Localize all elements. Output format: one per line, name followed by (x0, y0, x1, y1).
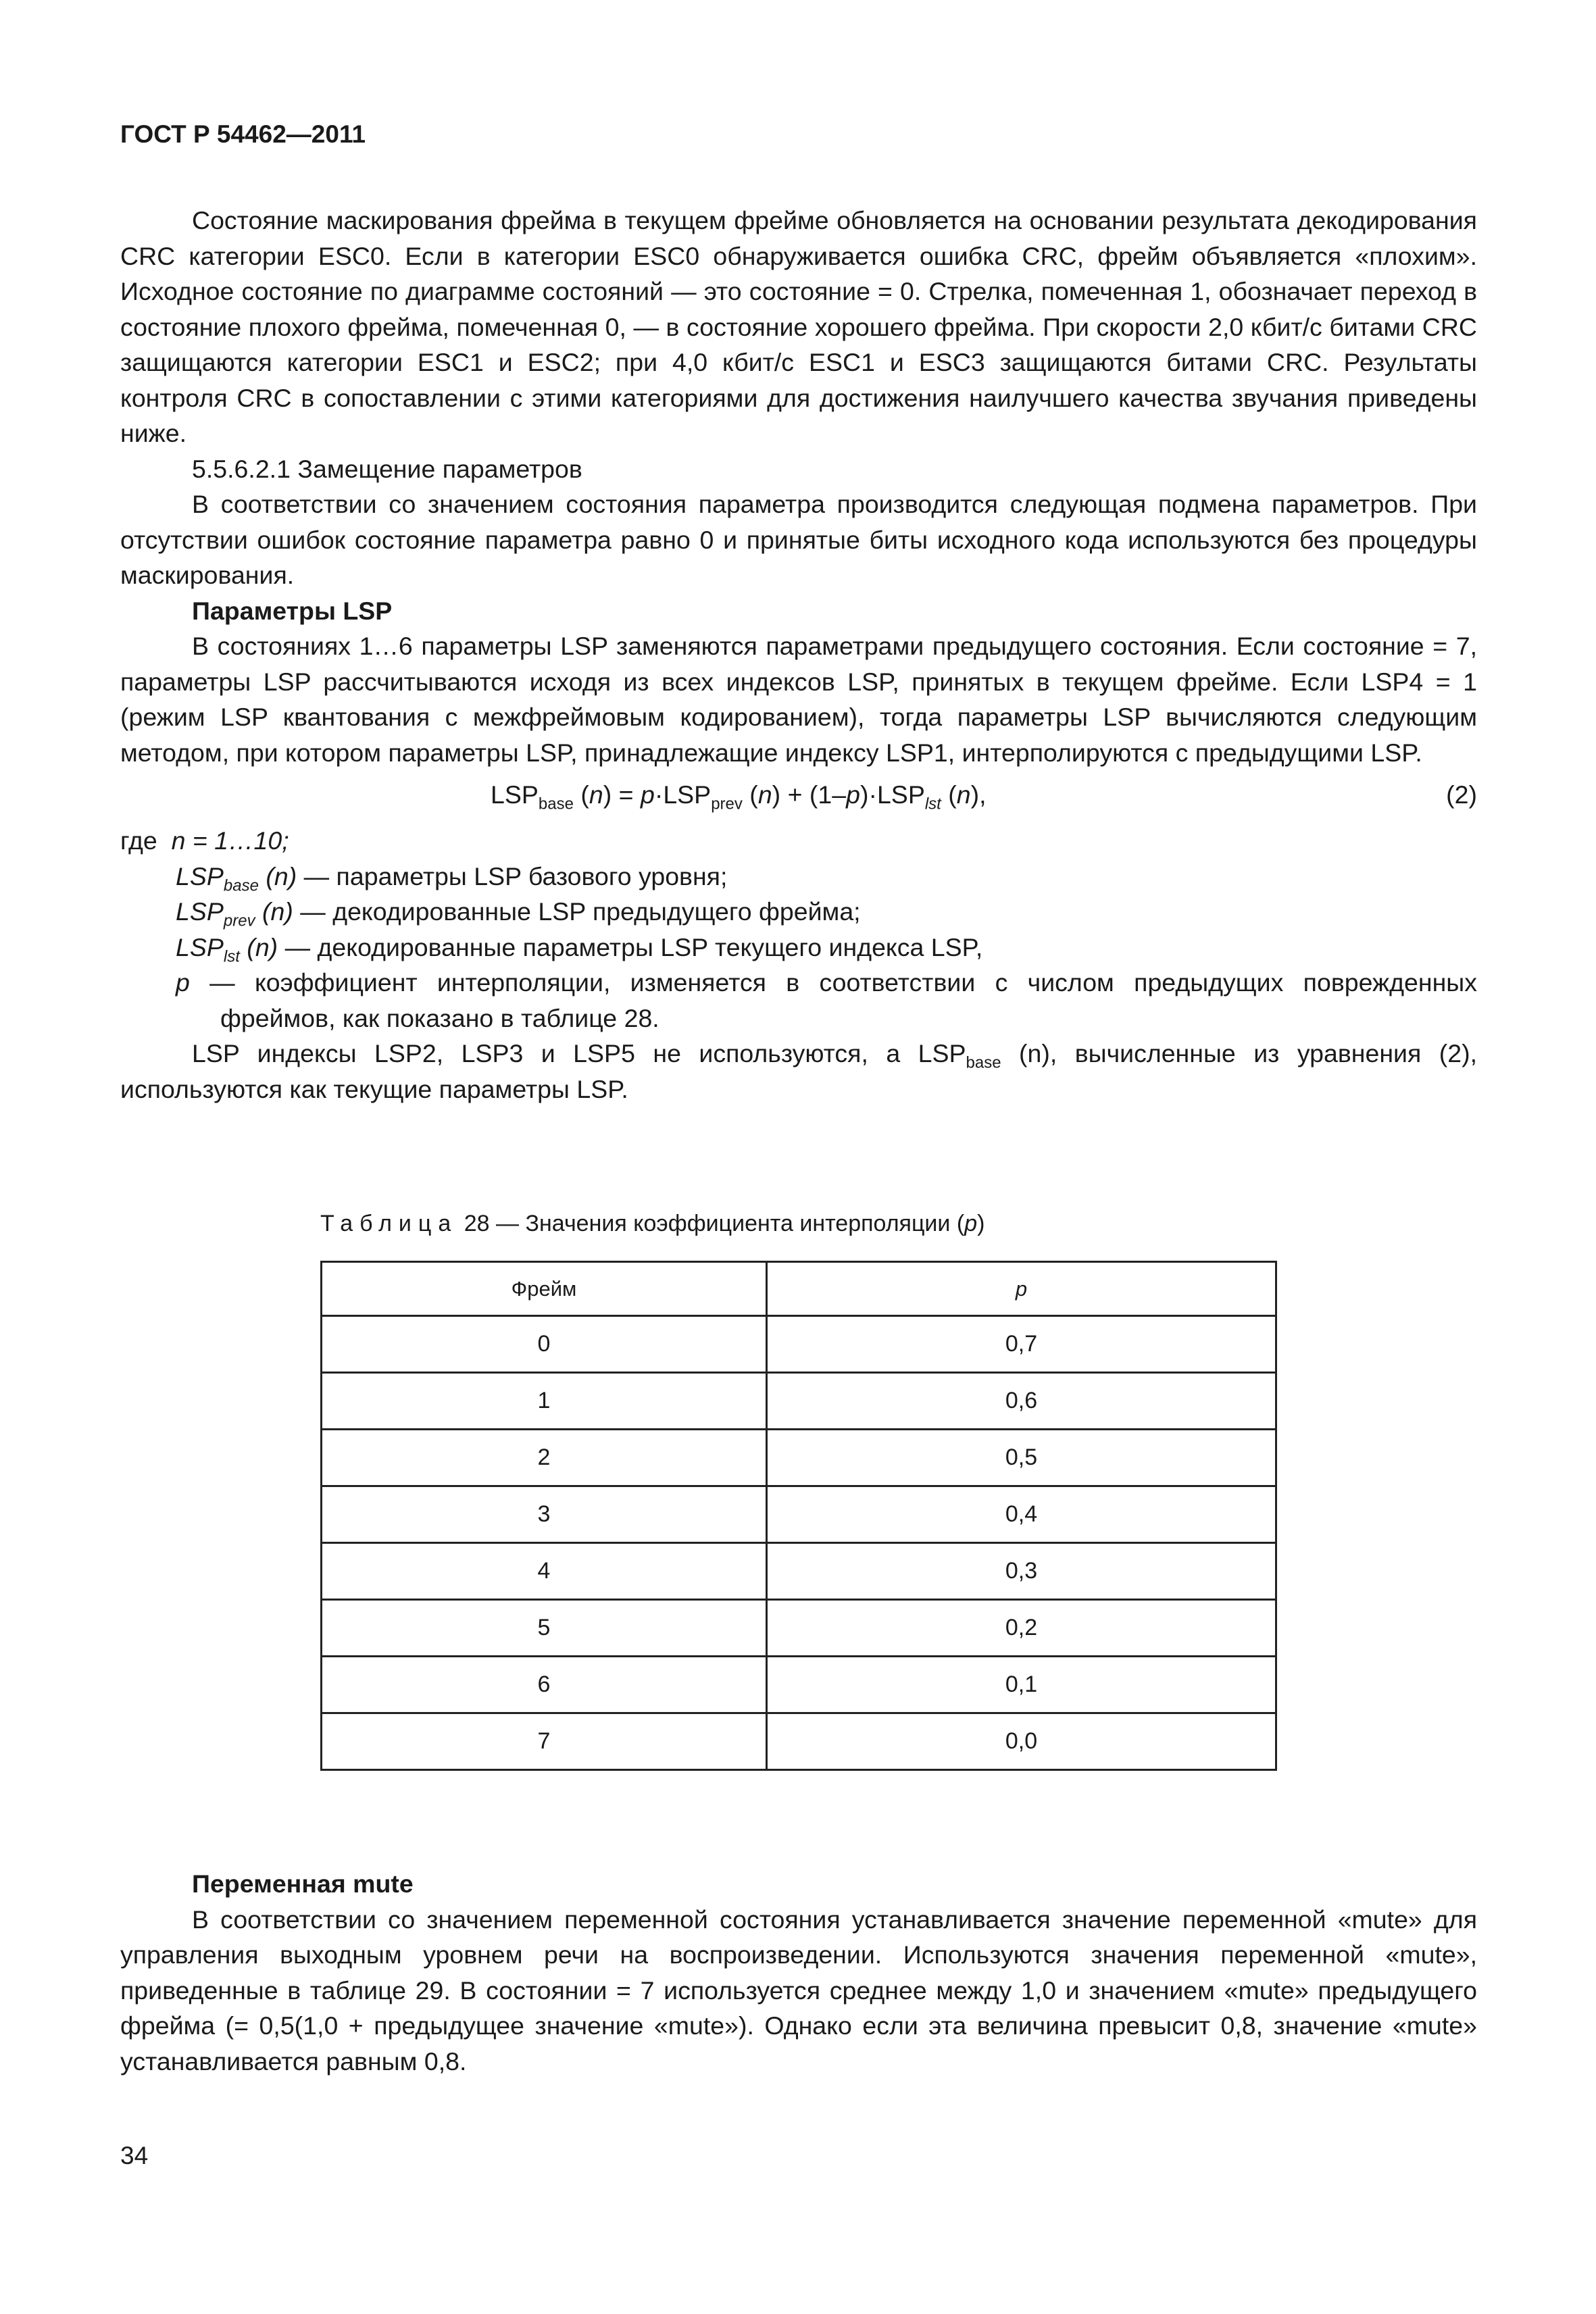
table-row (322, 1600, 1276, 1657)
heading-mute-variable: Переменная mute (192, 1869, 414, 1898)
table-row (322, 1543, 1276, 1600)
document-header: ГОСТ Р 54462—2011 (120, 120, 366, 148)
definition-p-cont: фреймов, как показано в таблице 28. (220, 1003, 659, 1032)
mute-section (120, 1866, 1477, 2079)
definition-where: где n = 1…10; (120, 826, 289, 855)
table-header-row (322, 1262, 1276, 1316)
equation-definitions (120, 823, 1477, 1036)
cell-frame: 2 (322, 1430, 767, 1486)
paragraph-parameter-substitution: В соответствии со значением состояния параметра производится следующая подмена параметров. При отсутствии ошибок состояние параметра равно 0 и принятые биты исходного кода используются без процедуры маскирования. (120, 490, 1477, 589)
cell-frame: 5 (322, 1600, 767, 1657)
heading-lsp-parameters: Параметры LSP (192, 596, 393, 625)
cell-p: 0,5 (767, 1430, 1276, 1486)
table-row (322, 1657, 1276, 1713)
cell-frame: 1 (322, 1373, 767, 1430)
cell-p: 0,6 (767, 1373, 1276, 1430)
table-row (322, 1486, 1276, 1543)
main-text (120, 203, 1477, 1107)
definition-p: p — коэффициент интерполяции, изменяется в соответствии с числом предыдущих поврежденных (176, 968, 1477, 997)
equation-2 (120, 777, 1477, 815)
cell-p: 0,0 (767, 1713, 1276, 1770)
cell-frame: 0 (322, 1316, 767, 1373)
section-heading-5-5-6-2-1: 5.5.6.2.1 Замещение параметров (192, 454, 582, 483)
equation-expression: $LSP_{base}$ $(n) = p\cdot LSP_{prev}$ $(n) + (1-p)\cdot LSP_{lst}$ (n), (491, 780, 987, 813)
table-row (322, 1713, 1276, 1770)
table-28-caption: Таблица 28 — Значения коэффициента интерполяции (p) (320, 1211, 985, 1236)
cell-frame: 6 (322, 1657, 767, 1713)
table-row (322, 1373, 1276, 1430)
definition-lsp-base: $LSP_{base}$ (n) — параметры LSP базового уровня; (176, 861, 728, 895)
table-row (322, 1430, 1276, 1486)
cell-frame: 7 (322, 1713, 767, 1770)
equation-number: (2) (1446, 780, 1477, 809)
cell-p: 0,2 (767, 1600, 1276, 1657)
paragraph-masking-state: Состояние маскирования фрейма в текущем фрейме обновляется на основании результата декодирования CRC категории ESC0. Если в категории ESC0 обнаруживается ошибка CRC, фрейм объявляется «плохим». Исходное состояние по диаграмме состояний — это состояние = 0. Стрелка, помеченная 1, обозначает переход в состояние плохого фрейма, помеченная 0, — в состояние хорошего фрейма. При скорости 2,0 кбит/с битами CRC защищаются категории ESC1 и ESC2; при 4,0 кбит/с ESC1 и ESC3 защищаются битами CRC. Результаты контроля CRC в сопоставлении с этими категориями для достижения наилучшего качества звучания приведены ниже. (120, 206, 1477, 447)
paragraph-lsp-states: В состояниях 1…6 параметры LSP заменяются параметрами предыдущего состояния. Если состояние = 7, параметры LSP рассчитываются исходя из всех индексов LSP, принятых в текущем фрейме. Если LSP4 = 1 (режим LSP квантования с межфреймовым кодированием), тогда параметры LSP вычисляются следующим методом, при котором параметры LSP, принадлежащие индексу LSP1, интерполируются с предыдущими LSP. (120, 632, 1477, 767)
cell-p: 0,7 (767, 1316, 1276, 1373)
table-row (322, 1316, 1276, 1373)
cell-frame: 4 (322, 1543, 767, 1600)
cell-frame: 3 (322, 1486, 767, 1543)
definition-lsp-lst: $LSP_{lst}$ (n) — декодированные параметры LSP текущего индекса LSP, (176, 932, 983, 965)
cell-p: 0,1 (767, 1657, 1276, 1713)
cell-p: 0,4 (767, 1486, 1276, 1543)
table-28 (320, 1261, 1277, 1771)
column-header-frame: Фрейм (322, 1262, 767, 1316)
paragraph-mute: В соответствии со значением переменной состояния устанавливается значение переменной «mute» для управления выходным уровнем речи на воспроизведении. Используются значения переменной «mute», приведенные в таблице 29. В состоянии = 7 используется среднее между 1,0 и значением «mute» предыдущего фрейма (= 0,5(1,0 + предыдущее значение «mute»). Однако если эта величина превысит 0,8, значение «mute» устанавливается равным 0,8. (120, 1905, 1477, 2076)
definition-lsp-prev: $LSP_{prev}$ (n) — декодированные LSP предыдущего фрейма; (176, 897, 861, 930)
page-number: 34 (120, 2142, 149, 2169)
column-header-p: p (767, 1262, 1276, 1316)
paragraph-lsp-indices: LSP индексы LSP2, LSP3 и LSP5 не используются, а $LSP_{base}$ (n), вычисленные из уравнения (2), используются как текущие параметры LSP. (120, 1039, 1477, 1103)
cell-p: 0,3 (767, 1543, 1276, 1600)
